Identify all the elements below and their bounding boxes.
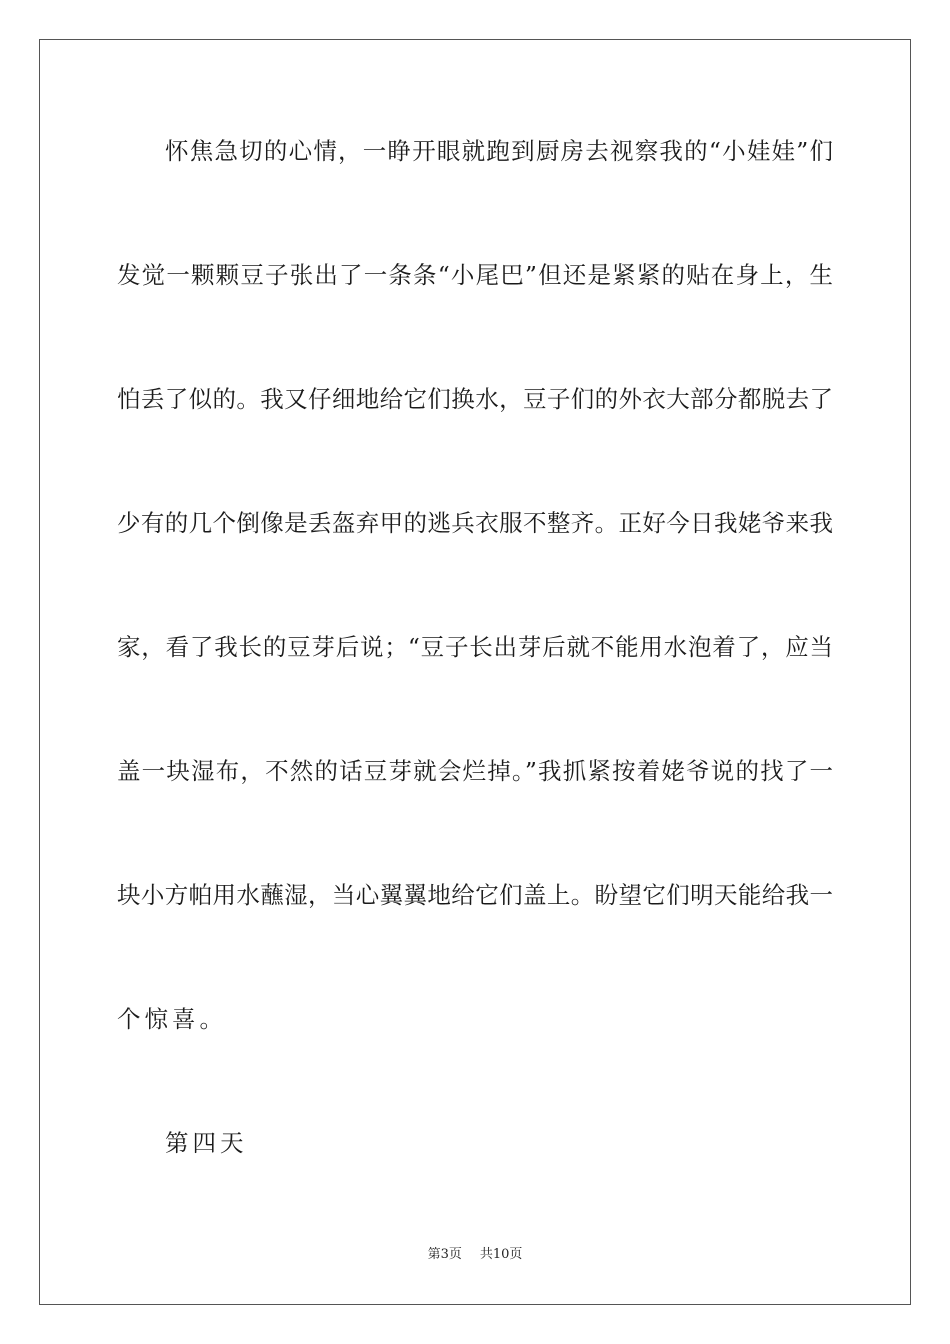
paragraph-line-8: 个惊喜。 [117, 1005, 227, 1033]
paragraph-line-6: 盖一块湿布，不然的话豆芽就会烂掉。”我抓紧按着姥爷说的找了一 [117, 757, 833, 785]
paragraph-line-3: 怕丢了似的。我又仔细地给它们换水，豆子们的外衣大部分都脱去了 [117, 385, 833, 413]
paragraph-line-1: 怀焦急切的心情，一睁开眼就跑到厨房去视察我的“小娃娃”们 [165, 137, 833, 165]
paragraph-line-4: 少有的几个倒像是丢盔弃甲的逃兵衣服不整齐。正好今日我姥爷来我 [117, 509, 833, 537]
paragraph-line-2: 发觉一颗颗豆子张出了一条条“小尾巴”但还是紧紧的贴在身上，生 [117, 261, 833, 289]
paragraph-line-7: 块小方帕用水蘸湿，当心翼翼地给它们盖上。盼望它们明天能给我一 [117, 881, 833, 909]
page-footer [0, 1245, 950, 1265]
section-heading: 第四天 [165, 1129, 248, 1157]
page-number-current: 第3页 [427, 1247, 462, 1262]
page-frame [39, 39, 911, 1305]
page-number-total: 共10页 [479, 1247, 523, 1262]
paragraph-line-5: 家，看了我长的豆芽后说；“豆子长出芽后就不能用水泡着了，应当 [117, 633, 833, 661]
